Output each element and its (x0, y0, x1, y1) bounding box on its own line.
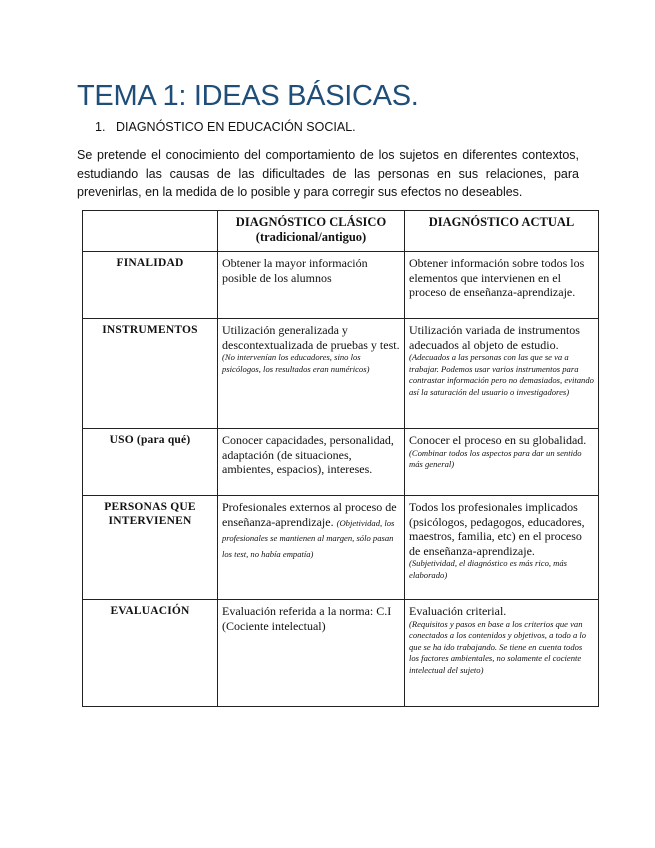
page-title: TEMA 1: IDEAS BÁSICAS. (77, 80, 419, 112)
table-row (83, 429, 599, 496)
cell-current-uso (405, 429, 599, 496)
section-number: 1. (95, 120, 106, 134)
cell-text (222, 500, 400, 561)
cell-text: Todos los profesionales implicados (psicólogos, pedagogos, educadores, maestros, familia, etc) en el proceso de enseñanza-aprendizaje. (409, 500, 585, 558)
cell-note: (Adecuados a las personas con las que se va a trabajar. Podemos usar varios instrumentos para contrastar información pero no demasiados, evitando así la saturación del usuario o investigadores) (409, 352, 594, 397)
table-row (83, 496, 599, 600)
cell-classic-personas (218, 496, 405, 600)
row-label-uso: USO (para qué) (83, 429, 218, 496)
cell-classic-finalidad (218, 252, 405, 319)
table-header-row (83, 211, 599, 252)
cell-current-instrumentos (405, 319, 599, 429)
cell-text: Evaluación referida a la norma: C.I (Cociente intelectual) (222, 604, 392, 633)
cell-current-personas (405, 496, 599, 600)
header-classic-subtitle: (tradicional/antiguo) (255, 230, 367, 244)
cell-main-text: Profesionales externos al proceso de enseñanza-aprendizaje. (222, 500, 397, 529)
cell-text: Obtener la mayor información posible de los alumnos (222, 256, 368, 285)
row-label-personas (83, 496, 218, 600)
cell-note: (Combinar todos los aspectos para dar un sentido más general) (409, 447, 582, 469)
table-row (83, 252, 599, 319)
cell-text: Utilización variada de instrumentos adecuados al objeto de estudio. (409, 323, 580, 352)
header-classic (218, 211, 405, 252)
cell-text: Obtener información sobre todos los elementos que intervienen en el proceso de enseñanza-aprendizaje. (409, 256, 585, 299)
header-empty-cell (83, 211, 218, 252)
row-label-finalidad: FINALIDAD (83, 252, 218, 319)
row-label-line: PERSONAS QUE (104, 501, 196, 513)
cell-classic-uso (218, 429, 405, 496)
row-label-line: INTERVIENEN (108, 515, 192, 527)
section-title: DIAGNÓSTICO EN EDUCACIÓN SOCIAL. (116, 120, 356, 134)
header-current: DIAGNÓSTICO ACTUAL (405, 211, 599, 252)
row-label-evaluacion: EVALUACIÓN (83, 600, 218, 707)
cell-classic-instrumentos (218, 319, 405, 429)
cell-note: (Requisitos y pasos en base a los criterios que van conectados a los contenidos y objetivos, a todo a lo que se ha ido trabajando. Se tiene en cuenta todos los factores ambientales, no solamente el cociente intelectual del sujeto) (409, 618, 587, 675)
cell-current-finalidad (405, 252, 599, 319)
cell-text: Evaluación criterial. (409, 604, 507, 618)
table-row (83, 319, 599, 429)
header-classic-title: DIAGNÓSTICO CLÁSICO (235, 215, 387, 229)
intro-paragraph: Se pretende el conocimiento del comportamiento de los sujetos en diferentes contextos, estudiando las causas de las dificultades de las personas en sus relaciones, para prevenirlas, en la medida de lo posible y para corregir sus efectos no deseables. (77, 148, 579, 199)
cell-text: Utilización generalizada y descontextualizada de pruebas y test. (222, 323, 400, 352)
cell-note: (No intervenían los educadores, sino los psicólogos, los resultados eran numéricos) (222, 352, 370, 374)
cell-classic-evaluacion (218, 600, 405, 707)
cell-text: Conocer capacidades, personalidad, adaptación (de situaciones, ambientes, espacios), intereses. (222, 433, 394, 476)
section-heading (95, 120, 356, 134)
cell-text: Conocer el proceso en su globalidad. (409, 433, 587, 447)
cell-note: (Subjetividad, el diagnóstico es más rico, más elaborado) (409, 558, 568, 580)
row-label-instrumentos: INSTRUMENTOS (83, 319, 218, 429)
cell-current-evaluacion (405, 600, 599, 707)
cell-note: (Objetividad, los profesionales se mantienen al margen, sólo pasan los test, no había empatía) (222, 517, 395, 559)
comparison-table (82, 210, 599, 707)
table-row (83, 600, 599, 707)
